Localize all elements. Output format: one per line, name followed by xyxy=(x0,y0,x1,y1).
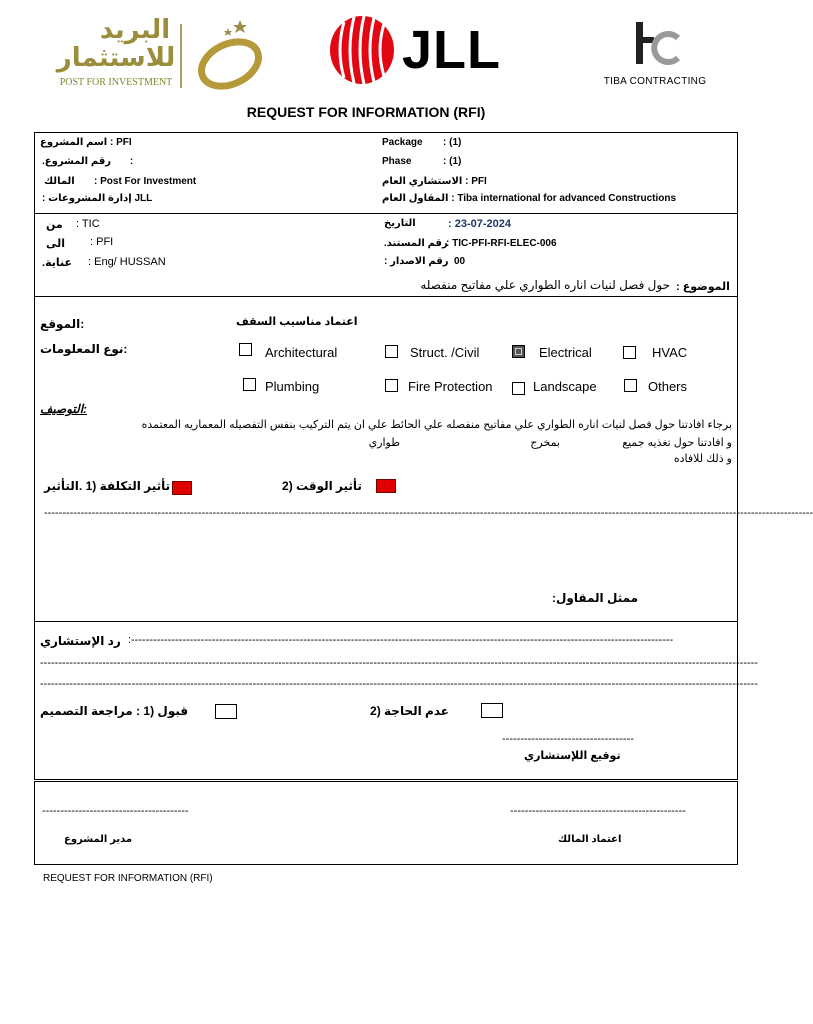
from-label: من xyxy=(46,219,63,231)
divider-1 xyxy=(34,213,738,214)
accept-checkbox[interactable] xyxy=(215,704,237,719)
info-type-label: :نوع المعلومات xyxy=(40,342,128,356)
subject-label: الموضوع : xyxy=(676,281,730,293)
page-title: REQUEST FOR INFORMATION (RFI) xyxy=(246,104,486,120)
description-line-3: و ذلك للافاده xyxy=(673,453,732,465)
from-value: : TIC xyxy=(76,218,100,230)
consultant-reply-dashes-1: :---------------------------------------------------------------------------------------------------------------------------------------------------- xyxy=(128,634,674,646)
time-impact-marker[interactable] xyxy=(376,479,396,493)
footer-text: REQUEST FOR INFORMATION (RFI) xyxy=(43,873,213,884)
revision-label: : رقم الاصدار xyxy=(384,256,449,267)
impact-dashed-line: ------------------------------------------------------------------------------------------------------------------------------------------------------------------------------------------------------------------ xyxy=(44,507,813,519)
tiba-wordmark: TIBA CONTRACTING xyxy=(603,76,707,87)
label-plumbing: Plumbing xyxy=(265,379,320,394)
phase-label: Phase xyxy=(382,156,412,167)
project-no-label: .رقم المشروع xyxy=(42,156,112,167)
checkbox-landscape[interactable] xyxy=(512,382,525,395)
consultant-reply-dashes-3: ---------------------------------------------------------------------------------------------------------------------------------------------------------------------------------------------------- xyxy=(40,678,758,690)
cost-impact-label: تأثير التكلفة (1 .التأثير xyxy=(44,479,171,493)
owner-signature-label: اعتماد المالك xyxy=(558,834,622,845)
jll-emblem-icon xyxy=(328,14,400,86)
package-label: Package xyxy=(382,137,423,148)
jll-logo xyxy=(328,14,500,86)
time-impact-label: تأثير الوقت (2 xyxy=(282,479,362,493)
contractor-value: Tiba international for advanced Constructions xyxy=(457,193,677,204)
consultant-label: الاستشاري العام : xyxy=(382,176,469,187)
post-logo-arabic-line2: للاستثمار xyxy=(56,42,176,72)
contractor-label: المقاول العام : xyxy=(382,193,455,204)
divider-2 xyxy=(34,296,738,297)
pm-signature-line: ---------------------------------------- xyxy=(42,805,189,817)
checkbox-plumbing[interactable] xyxy=(243,378,256,391)
contractor-row xyxy=(382,193,676,204)
subject-value: حول فصل لنيات اناره الطواري علي مفاتيح منفصله xyxy=(420,278,670,292)
tiba-emblem-icon xyxy=(598,18,710,72)
description-label: :التوصيف xyxy=(40,402,88,416)
consultant-signature-line: ------------------------------------ xyxy=(502,733,634,745)
contractor-rep-label: ممثل المقاول: xyxy=(552,591,639,605)
to-label: الى xyxy=(46,238,66,250)
jll-wordmark: JLL xyxy=(402,20,502,80)
divider-3 xyxy=(34,621,738,622)
pm-signature-label: مدير المشروع xyxy=(64,834,133,845)
label-electrical: Electrical xyxy=(539,345,592,360)
label-struct-civil: Struct. /Civil xyxy=(410,345,480,360)
consultant-reply-label: رد الإستشاري xyxy=(40,634,121,648)
checkbox-fire-protection[interactable] xyxy=(385,379,398,392)
attention-value: : Eng/ HUSSAN xyxy=(88,256,166,268)
pm-label: : إدارة المشروعات xyxy=(42,193,132,204)
checkbox-electrical[interactable] xyxy=(512,345,525,358)
project-no-value: : xyxy=(129,156,134,167)
label-fire-protection: Fire Protection xyxy=(408,379,493,394)
consultant-reply-dashes-2: ---------------------------------------------------------------------------------------------------------------------------------------------------------------------------------------------------- xyxy=(40,657,758,669)
doc-no-label: .رقم المستند xyxy=(384,238,448,249)
package-value: : (1) xyxy=(443,137,462,148)
owner-label: المالك xyxy=(44,176,75,187)
no-need-label: عدم الحاجة (2 xyxy=(370,704,449,718)
consultant-value: PFI xyxy=(471,176,487,187)
location-label: :الموقع xyxy=(40,317,85,331)
label-others: Others xyxy=(648,379,688,394)
to-value: : PFI xyxy=(90,236,114,248)
description-line-2c: طواري xyxy=(368,437,400,449)
checkbox-struct-civil[interactable] xyxy=(385,345,398,358)
no-need-checkbox[interactable] xyxy=(481,703,503,718)
accept-design-review-label: قبول (1 : مراجعة التصميم xyxy=(40,704,189,718)
pm-value: JLL xyxy=(134,193,153,204)
date-label: التاريخ xyxy=(384,218,416,229)
phase-value: : (1) xyxy=(443,156,462,167)
pm-row xyxy=(42,193,152,204)
label-hvac: HVAC xyxy=(652,345,688,360)
owner-signature-line: ------------------------------------------------ xyxy=(510,805,686,817)
checkbox-others[interactable] xyxy=(624,379,637,392)
doc-no-value: : TIC-PFI-RFI-ELEC-006 xyxy=(446,238,557,249)
project-no-row xyxy=(42,156,133,167)
location-value: اعتماد مناسيب السقف xyxy=(236,316,358,328)
revision-value: 00 xyxy=(454,256,466,267)
post-for-investment-logo xyxy=(52,16,264,94)
project-name-row xyxy=(40,137,132,148)
label-landscape: Landscape xyxy=(533,379,597,394)
date-value: : 23-07-2024 xyxy=(448,218,511,230)
description-line-2b: بمخرج xyxy=(530,437,560,449)
checkbox-architectural[interactable] xyxy=(239,343,252,356)
description-line-2a: و افادتنا حول تغذيه جميع xyxy=(622,437,732,449)
description-line-1: برجاء افادتنا حول فصل لنيات اناره الطواري علي مفاتيح منفصله علي الحائط علي ان يتم التركيب بنفس التفصيله المعماريه المعتمده xyxy=(141,419,732,431)
post-logo-arabic-line1: البريد xyxy=(99,14,171,44)
attention-label: .عناية xyxy=(42,257,72,269)
owner-value: : Post For Investment xyxy=(94,176,197,187)
signatures-frame xyxy=(34,781,738,865)
tiba-logo xyxy=(598,18,710,90)
cost-impact-marker[interactable] xyxy=(172,481,192,495)
consultant-signature-label: توقيع اللإستشاري xyxy=(524,750,621,762)
project-name-label: اسم المشروع : xyxy=(40,137,114,148)
project-name-value: PFI xyxy=(116,137,132,148)
label-architectural: Architectural xyxy=(265,345,338,360)
checkbox-hvac[interactable] xyxy=(623,346,636,359)
consultant-row xyxy=(382,176,487,187)
post-logo-english: POST FOR INVESTMENT xyxy=(59,77,173,88)
